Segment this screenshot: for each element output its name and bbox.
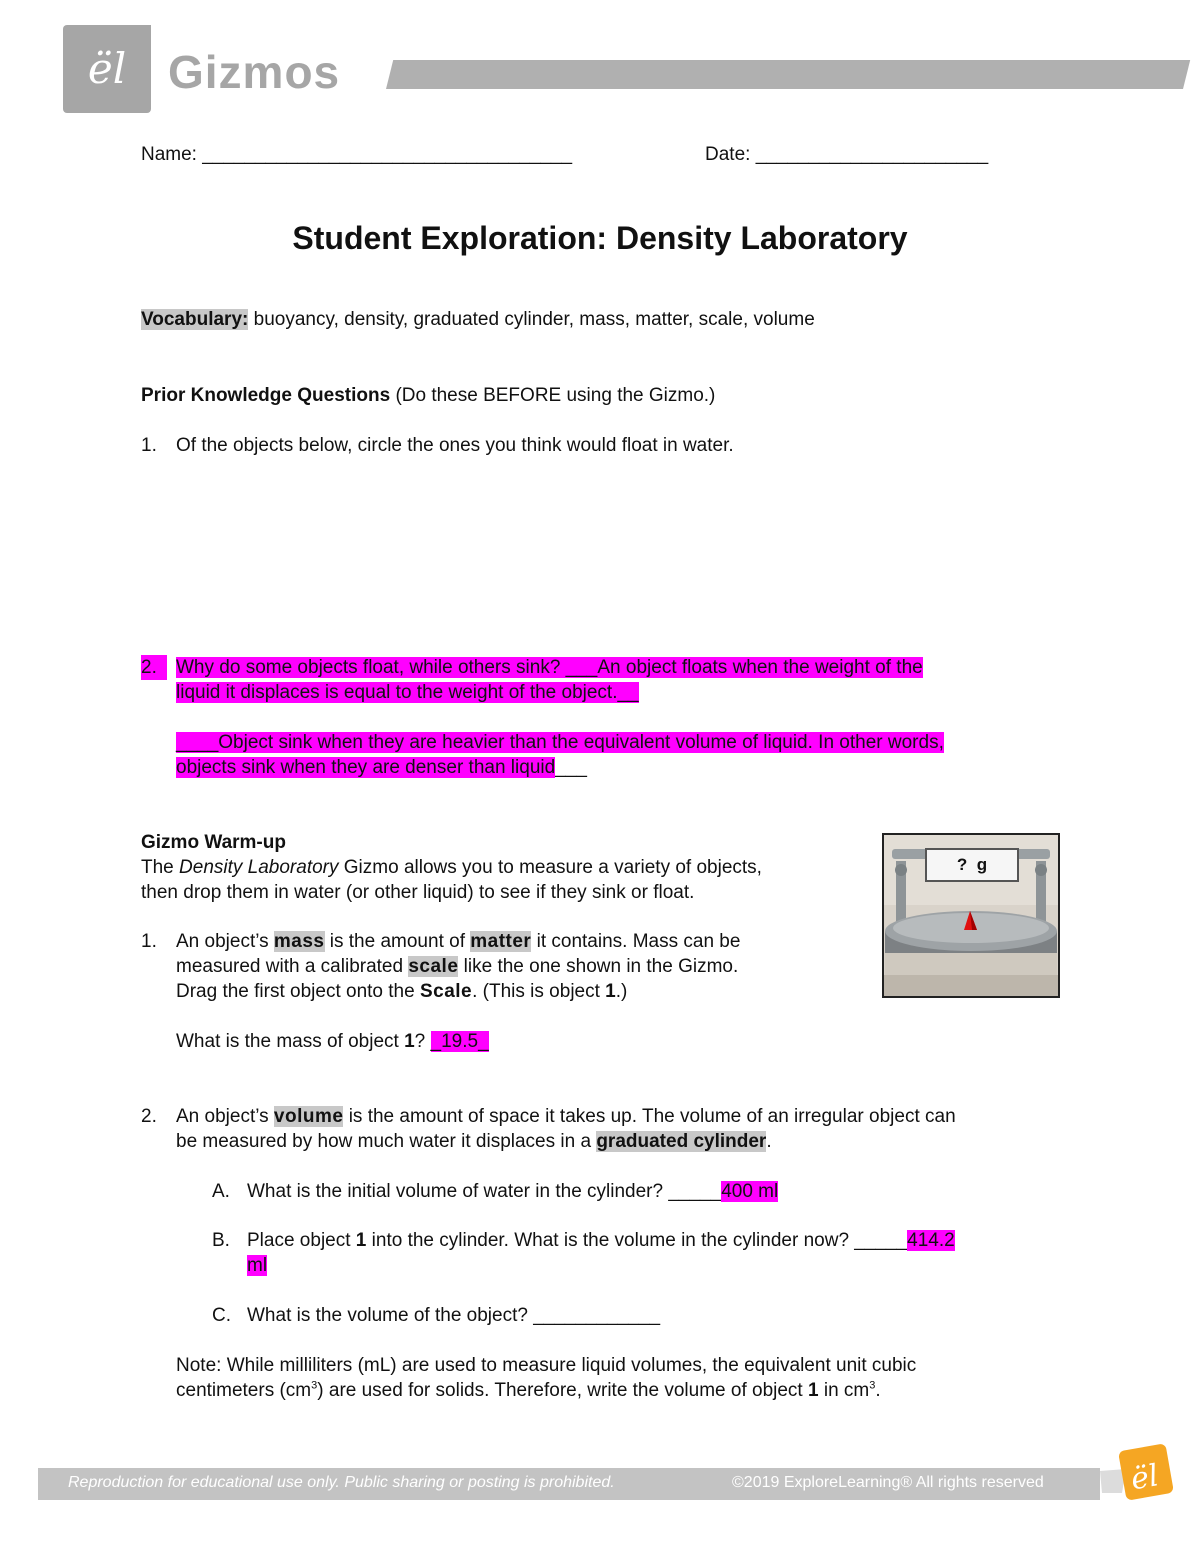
date-field	[705, 142, 988, 167]
q1-text: ?	[414, 1031, 431, 1052]
warmup-q1-line3	[176, 979, 627, 1004]
answer-highlight: liquid it displaces is equal to the weight of the object.__	[176, 682, 639, 703]
note-text: .	[875, 1380, 881, 1401]
prior-q2-number: 2.	[141, 655, 167, 680]
q1-text: measured with a calibrated	[176, 956, 409, 977]
note-text: ) are used for solids. Therefore, write the volume of object	[317, 1380, 808, 1401]
warmup-q2-number: 2.	[141, 1106, 157, 1127]
q2-text: be measured by how much water it displaces in a	[176, 1131, 597, 1152]
gizmos-logo	[63, 25, 151, 113]
warmup-q1-number: 1.	[141, 931, 157, 952]
name-field	[141, 142, 572, 167]
q2-text: is the amount of space it takes up. The volume of an irregular object can	[343, 1106, 956, 1127]
footer-copyright: ©2019 ExploreLearning® All rights reserved	[732, 1474, 1044, 1491]
footer-logo-graphic	[1100, 1443, 1174, 1503]
term-mass: mass	[273, 931, 325, 952]
note-line1: Note: While milliliters (mL) are used to measure liquid volumes, the equivalent unit cubic	[176, 1355, 917, 1376]
explorelearning-logo-icon	[1100, 1443, 1174, 1503]
warmup-q1-line2	[176, 954, 738, 979]
q2b-text: Place object	[247, 1230, 356, 1251]
footer-bar	[38, 1468, 1100, 1500]
note-text: in cm	[818, 1380, 870, 1401]
warmup-q1-question	[176, 1029, 489, 1054]
q2c-letter: C.	[212, 1305, 231, 1326]
q2-text: An object’s	[176, 1106, 274, 1127]
answer-highlight: Why do some objects float, while others sink? ___An object floats when the weight of the	[176, 657, 923, 678]
answer-highlight: objects sink when they are denser than liquid	[176, 757, 556, 778]
mass-answer[interactable]: _19.5_	[430, 1031, 489, 1052]
q2-text: .	[766, 1131, 772, 1152]
superscript: 3	[869, 1379, 876, 1392]
note-line2	[176, 1378, 881, 1403]
prior-knowledge-heading	[141, 383, 715, 408]
prior-q2-line3	[176, 730, 944, 755]
q1-text: like the one shown in the Gizmo.	[458, 956, 739, 977]
gizmo-name: Density Laboratory	[179, 857, 339, 878]
superscript: 3	[311, 1379, 318, 1392]
warmup-intro-line1	[141, 855, 762, 880]
header-stripe	[386, 60, 1190, 89]
term-matter: matter	[470, 931, 532, 952]
q1-text: is the amount of	[324, 931, 471, 952]
scale-word: Scale	[419, 981, 473, 1002]
date-blank[interactable]: ______________________	[755, 144, 989, 165]
q1-text: Drag the first object onto the	[176, 981, 420, 1002]
term-scale: scale	[408, 956, 459, 977]
q1-text: it contains. Mass can be	[531, 931, 741, 952]
q1-text: . (This is object	[472, 981, 606, 1002]
prior-heading-note: (Do these BEFORE using the Gizmo.)	[395, 385, 716, 406]
prior-heading-text: Prior Knowledge Questions	[141, 385, 391, 406]
q2a-text: What is the initial volume of water in the cylinder? _____	[247, 1181, 722, 1202]
object-number: 1	[355, 1230, 367, 1251]
vocabulary-terms: buoyancy, density, graduated cylinder, mass, matter, scale, volume	[253, 309, 815, 330]
prior-q2-line2	[176, 680, 639, 705]
svg-text:ël: ël	[1128, 1458, 1162, 1498]
name-label: Name:	[141, 144, 197, 165]
q2b-letter: B.	[212, 1230, 230, 1251]
object-number: 1	[605, 981, 616, 1002]
q2b-text: into the cylinder. What is the volume in the cylinder now? _____	[366, 1230, 908, 1251]
q1-text: What is the mass of object	[176, 1031, 405, 1052]
prior-q2-line4	[176, 755, 587, 780]
q2b-line2	[247, 1253, 267, 1278]
intro-text: The	[141, 857, 180, 878]
warmup-q2-line2	[176, 1129, 772, 1154]
warmup-intro-line2: then drop them in water (or other liquid) to see if they sink or float.	[141, 882, 695, 903]
answer-tail: ___	[555, 757, 587, 778]
note-text: centimeters (cm	[176, 1380, 312, 1401]
warmup-heading: Gizmo Warm-up	[141, 832, 286, 853]
el-logo-mark: ël	[87, 44, 127, 93]
vocabulary-line	[141, 307, 815, 332]
q2a-line	[247, 1179, 778, 1204]
footer-disclaimer: Reproduction for educational use only. Public sharing or posting is prohibited.	[68, 1474, 615, 1491]
initial-volume-answer[interactable]: 400 ml	[721, 1181, 779, 1202]
object-number: 1	[404, 1031, 415, 1052]
page-title: Student Exploration: Density Laboratory	[292, 220, 908, 256]
q2c-text[interactable]: What is the volume of the object? ____________	[247, 1305, 661, 1326]
date-label: Date:	[705, 144, 751, 165]
term-volume: volume	[273, 1106, 344, 1127]
brand-name: Gizmos	[168, 46, 341, 98]
vocabulary-label: Vocabulary:	[141, 309, 249, 330]
prior-q2-line1	[176, 655, 923, 680]
prior-q1-text: Of the objects below, circle the ones you think would float in water.	[176, 435, 734, 456]
q1-text: An object’s	[176, 931, 274, 952]
prior-q1-number: 1.	[141, 435, 157, 456]
scale-readout: ? g	[956, 855, 988, 874]
cylinder-volume-answer[interactable]: 414.2	[907, 1230, 955, 1251]
cylinder-volume-unit[interactable]: ml	[247, 1255, 268, 1276]
warmup-q1-line1	[176, 929, 740, 954]
term-graduated-cylinder: graduated cylinder	[596, 1131, 767, 1152]
warmup-q2-line1	[176, 1104, 956, 1129]
scale-gizmo-image	[882, 833, 1060, 998]
intro-text: Gizmo allows you to measure a variety of objects,	[338, 857, 762, 878]
q2b-line1	[247, 1228, 955, 1253]
q1-text: .)	[615, 981, 628, 1002]
name-blank[interactable]: ___________________________________	[202, 144, 573, 165]
q2a-letter: A.	[212, 1181, 230, 1202]
object-number: 1	[807, 1380, 819, 1401]
answer-highlight: ____Object sink when they are heavier than the equivalent volume of liquid. In other words,	[176, 732, 944, 753]
